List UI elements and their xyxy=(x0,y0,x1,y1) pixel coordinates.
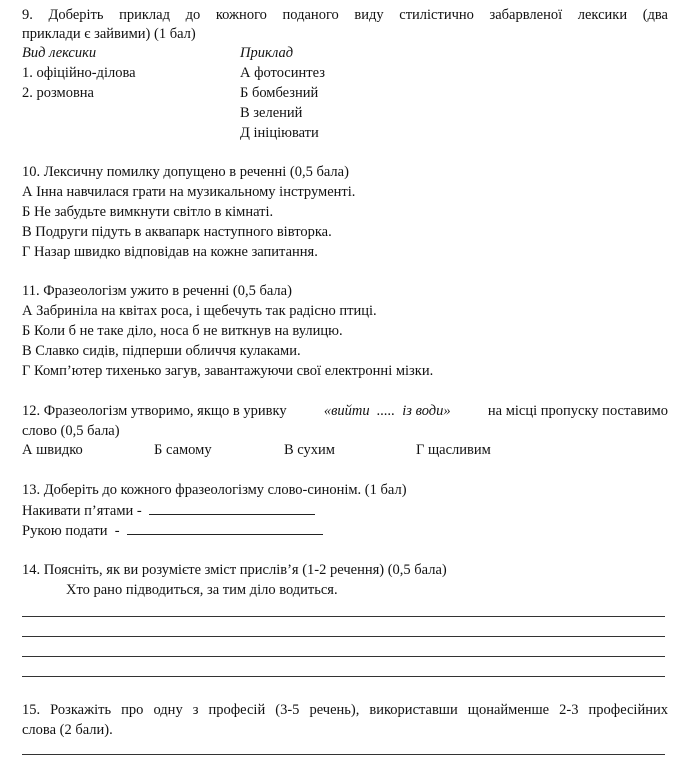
q14-proverb: Хто рано підводиться, за тим діло водиться. xyxy=(66,582,338,598)
q14-answer-line-1[interactable] xyxy=(22,616,665,617)
q10-option-g: Г Назар швидко відповідав на кожне запитання. xyxy=(22,244,318,260)
q9-type-1: 1. офіційно-ділова xyxy=(22,65,136,81)
q11-question: 11. Фразеологізм ужито в реченні (0,5 бала) xyxy=(22,283,292,299)
q9-text-line1: 9. Доберіть приклад до кожного поданого виду стилістично забарвленої лексики (два xyxy=(22,7,668,23)
q14-answer-line-4[interactable] xyxy=(22,676,665,677)
q12-option-v: В сухим xyxy=(284,442,335,458)
q9-example-v: В зелений xyxy=(240,105,303,121)
q9-col-header-right: Приклад xyxy=(240,45,294,61)
q13-answer-blank-1[interactable] xyxy=(149,501,315,515)
q11-option-g: Г Комп’ютер тихенько загув, завантажуючи свої електронні мізки. xyxy=(22,363,434,379)
q14-answer-line-3[interactable] xyxy=(22,656,665,657)
q15-answer-line-1[interactable] xyxy=(22,754,665,755)
q13-item-2 xyxy=(22,521,323,541)
q12-phrase: «вийти ..... із води» xyxy=(323,403,451,419)
q10-option-b: Б Не забудьте вимкнути світло в кімнаті. xyxy=(22,204,274,220)
q12-option-a: А швидко xyxy=(22,442,83,458)
q15-text-line2: слова (2 бали). xyxy=(22,722,113,738)
q9-col-header-left: Вид лексики xyxy=(22,45,97,61)
q9-type-2: 2. розмовна xyxy=(22,85,94,101)
q13-answer-blank-2[interactable] xyxy=(127,521,323,535)
q12-text-after: на місці пропуску поставимо xyxy=(487,403,668,419)
q12-option-g: Г щасливим xyxy=(416,442,491,458)
q9-example-a: А фотосинтез xyxy=(240,65,325,81)
q10-question: 10. Лексичну помилку допущено в реченні (0,5 бала) xyxy=(22,164,349,180)
q11-option-a: А Забриніла на квітах роса, і щебечуть так радісно птиці. xyxy=(22,303,377,319)
q14-answer-line-2[interactable] xyxy=(22,636,665,637)
q12-text-line2: слово (0,5 бала) xyxy=(22,423,120,439)
q13-item-1 xyxy=(22,501,315,521)
q12-text-line1 xyxy=(22,402,668,421)
q9-example-d: Д ініціювати xyxy=(240,125,319,141)
q12-text-before: 12. Фразеологізм утворимо, якщо в уривку xyxy=(22,403,287,419)
q9-text-line2: приклади є зайвими) (1 бал) xyxy=(22,26,196,42)
q13-item-1-text: Накивати п’ятами - xyxy=(22,503,142,519)
q10-option-v: В Подруги підуть в аквапарк наступного вівторка. xyxy=(22,224,332,240)
q10-option-a: А Інна навчилася грати на музикальному інструменті. xyxy=(22,184,356,200)
q13-question: 13. Доберіть до кожного фразеологізму слово-синонім. (1 бал) xyxy=(22,482,407,498)
q12-option-b: Б самому xyxy=(154,442,212,458)
q13-item-2-text: Рукою подати - xyxy=(22,523,120,539)
q15-text-line1: 15. Розкажіть про одну з професій (3-5 речень), використавши щонайменше 2-3 професійних xyxy=(22,702,668,718)
q9-example-b: Б бомбезний xyxy=(240,85,319,101)
q11-option-v: В Славко сидів, підперши обличчя кулаками. xyxy=(22,343,301,359)
q11-option-b: Б Коли б не таке діло, носа б не виткнув на вулицю. xyxy=(22,323,343,339)
q14-question: 14. Поясніть, як ви розумієте зміст прислів’я (1-2 речення) (0,5 бала) xyxy=(22,562,447,578)
